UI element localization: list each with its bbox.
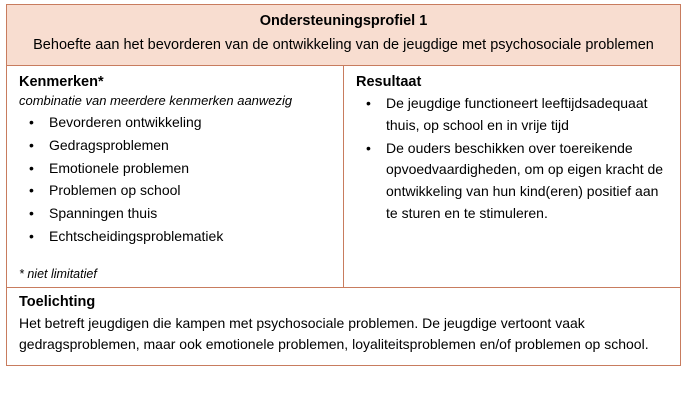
profile-header-cell (7, 5, 681, 66)
bullet-icon: • (29, 136, 34, 153)
list-item (19, 112, 333, 134)
list-item (19, 226, 333, 248)
profile-subtitle: Behoefte aan het bevorderen van de ontwikkeling van de jeugdige met psychosociale problemen (33, 36, 654, 53)
kenmerken-list (19, 112, 333, 247)
ondersteuningsprofiel-table (6, 4, 681, 366)
kenmerken-cell (7, 66, 344, 288)
list-item (356, 138, 670, 225)
table-body-row (7, 66, 681, 288)
list-item (19, 135, 333, 157)
bullet-icon: • (29, 114, 34, 131)
resultaat-cell (344, 66, 681, 288)
bullet-icon: • (366, 95, 371, 112)
kenmerken-heading: Kenmerken* (19, 74, 104, 91)
bullet-icon: • (29, 182, 34, 199)
bullet-icon: • (366, 139, 371, 156)
list-item (19, 180, 333, 202)
list-item-label: Spanningen thuis (49, 204, 158, 221)
profile-title: Ondersteuningsprofiel 1 (259, 13, 428, 29)
toelichting-heading: Toelichting (19, 294, 96, 311)
table-toelichting-row (7, 288, 681, 366)
list-item-label: Echtscheidingsproblematiek (49, 227, 224, 244)
bullet-icon: • (29, 159, 34, 176)
kenmerken-note: combinatie van meerdere kenmerken aanwezig (19, 93, 293, 109)
list-item (19, 158, 333, 180)
list-item-label: Emotionele problemen (49, 159, 190, 176)
kenmerken-footnote: * niet limitatief (19, 267, 97, 282)
bullet-icon: • (29, 204, 34, 221)
list-item-label: Bevorderen ontwikkeling (49, 114, 202, 131)
toelichting-body: Het betreft jeugdigen die kampen met psychosociale problemen. De jeugdige vertoont vaak gedragsproblemen, maar ook emotionele problemen, loyaliteitsproblemen en/of problemen op school. (19, 315, 649, 353)
list-item-label: De jeugdige functioneert leeftijdsadequaat thuis, op school en in vrije tijd (386, 95, 648, 133)
list-item (19, 203, 333, 225)
resultaat-list (356, 93, 670, 224)
list-item-label: Gedragsproblemen (49, 136, 169, 153)
resultaat-heading: Resultaat (356, 74, 422, 91)
list-item-label: Problemen op school (49, 182, 181, 199)
bullet-icon: • (29, 227, 34, 244)
list-item (356, 93, 670, 136)
toelichting-cell (7, 288, 681, 366)
list-item-label: De ouders beschikken over toereikende opvoedvaardigheden, om op eigen kracht de ontwikkeling van hun kind(eren) positief aan te sturen en te stimuleren. (386, 139, 664, 221)
table-header-row (7, 5, 681, 66)
